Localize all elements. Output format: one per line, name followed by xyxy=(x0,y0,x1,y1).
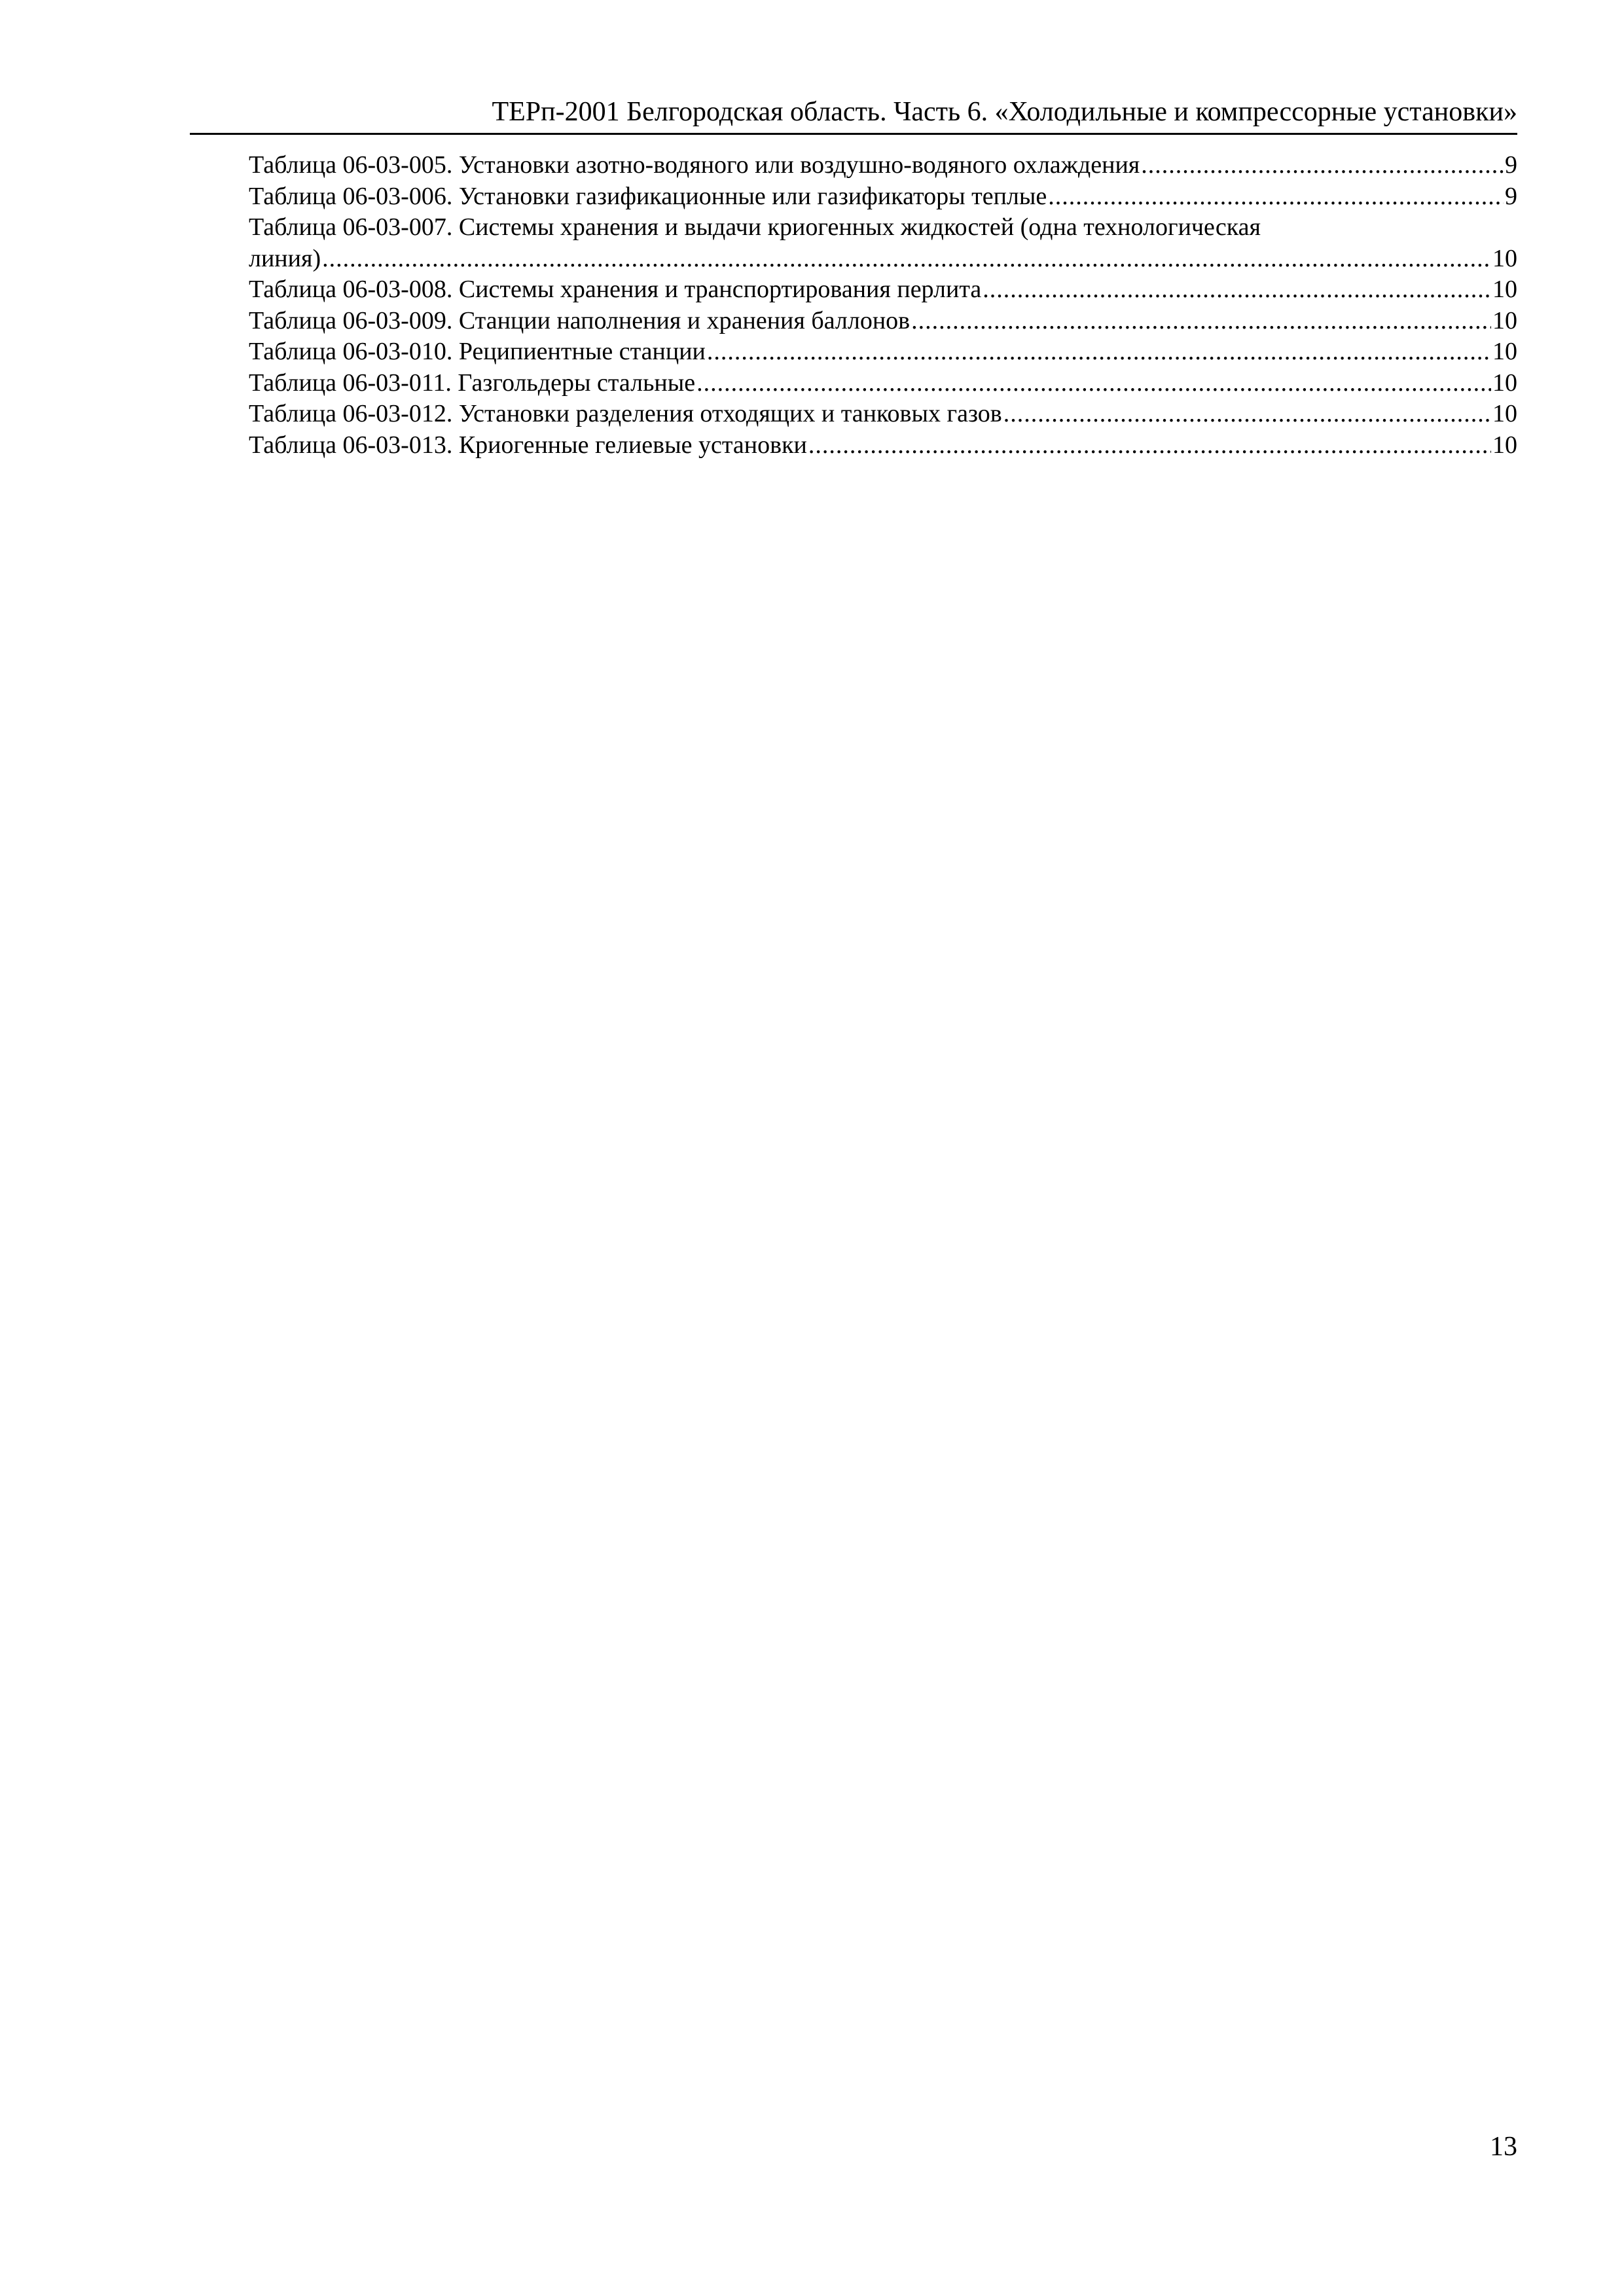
toc-entry-page: 10 xyxy=(1492,400,1517,427)
toc-entry-page: 9 xyxy=(1505,151,1517,179)
toc-entry-title-line1: Таблица 06-03-007. Системы хранения и выдачи криогенных жидкостей (одна технологическая xyxy=(249,213,1261,241)
toc-leader-dots xyxy=(911,306,1491,337)
toc-entry-page: 10 xyxy=(1492,276,1517,303)
toc-entry-title-line2: линия) xyxy=(249,244,321,272)
toc-entry[interactable] xyxy=(249,150,1517,181)
toc-entry-page: 10 xyxy=(1492,368,1517,397)
toc-entry[interactable] xyxy=(249,306,1517,337)
toc-entry[interactable] xyxy=(249,399,1517,430)
toc-entry[interactable] xyxy=(249,368,1517,399)
toc-entry-title: Таблица 06-03-005. Установки азотно-водяного или воздушно-водяного охлаждения xyxy=(249,151,1140,179)
toc-entry[interactable] xyxy=(249,336,1517,368)
toc-entry-page: 10 xyxy=(1492,338,1517,365)
page-number: 13 xyxy=(1490,2132,1517,2162)
toc-entry[interactable] xyxy=(249,181,1517,213)
toc-entry-title: Таблица 06-03-013. Криогенные гелиевые установки xyxy=(249,431,807,459)
toc-entry-title: Таблица 06-03-012. Установки разделения отходящих и танковых газов xyxy=(249,400,1002,427)
toc-entry-title: Таблица 06-03-011. Газгольдеры стальные xyxy=(249,368,696,397)
toc-leader-dots xyxy=(707,336,1491,368)
toc-entry[interactable] xyxy=(249,430,1517,461)
toc-entry-page: 10 xyxy=(1492,244,1517,272)
toc-entry-page: 9 xyxy=(1505,182,1517,210)
toc-leader-dots xyxy=(322,243,1491,275)
toc-leader-dots xyxy=(983,274,1491,306)
toc-entry-title: Таблица 06-03-010. Реципиентные станции xyxy=(249,338,706,365)
toc-entry[interactable] xyxy=(249,212,1517,274)
toc-leader-dots xyxy=(808,430,1491,461)
toc-entry-title: Таблица 06-03-009. Станции наполнения и хранения баллонов xyxy=(249,306,911,334)
toc-entry-page: 10 xyxy=(1492,431,1517,459)
toc-entry-title: Таблица 06-03-008. Системы хранения и транспортирования перлита xyxy=(249,276,982,303)
toc-entry-title: Таблица 06-03-006. Установки газификационные или газификаторы теплые xyxy=(249,182,1047,210)
table-of-contents xyxy=(249,150,1517,461)
toc-leader-dots xyxy=(1141,150,1504,181)
page-header xyxy=(190,94,1517,135)
toc-entry[interactable] xyxy=(249,274,1517,306)
header-title: ТЕРп-2001 Белгородская область. Часть 6. «Холодильные и компрессорные установки» xyxy=(492,97,1517,127)
toc-leader-dots xyxy=(1003,399,1491,430)
toc-leader-dots xyxy=(696,368,1491,399)
toc-entry-page: 10 xyxy=(1492,306,1517,334)
toc-leader-dots xyxy=(1048,181,1504,213)
